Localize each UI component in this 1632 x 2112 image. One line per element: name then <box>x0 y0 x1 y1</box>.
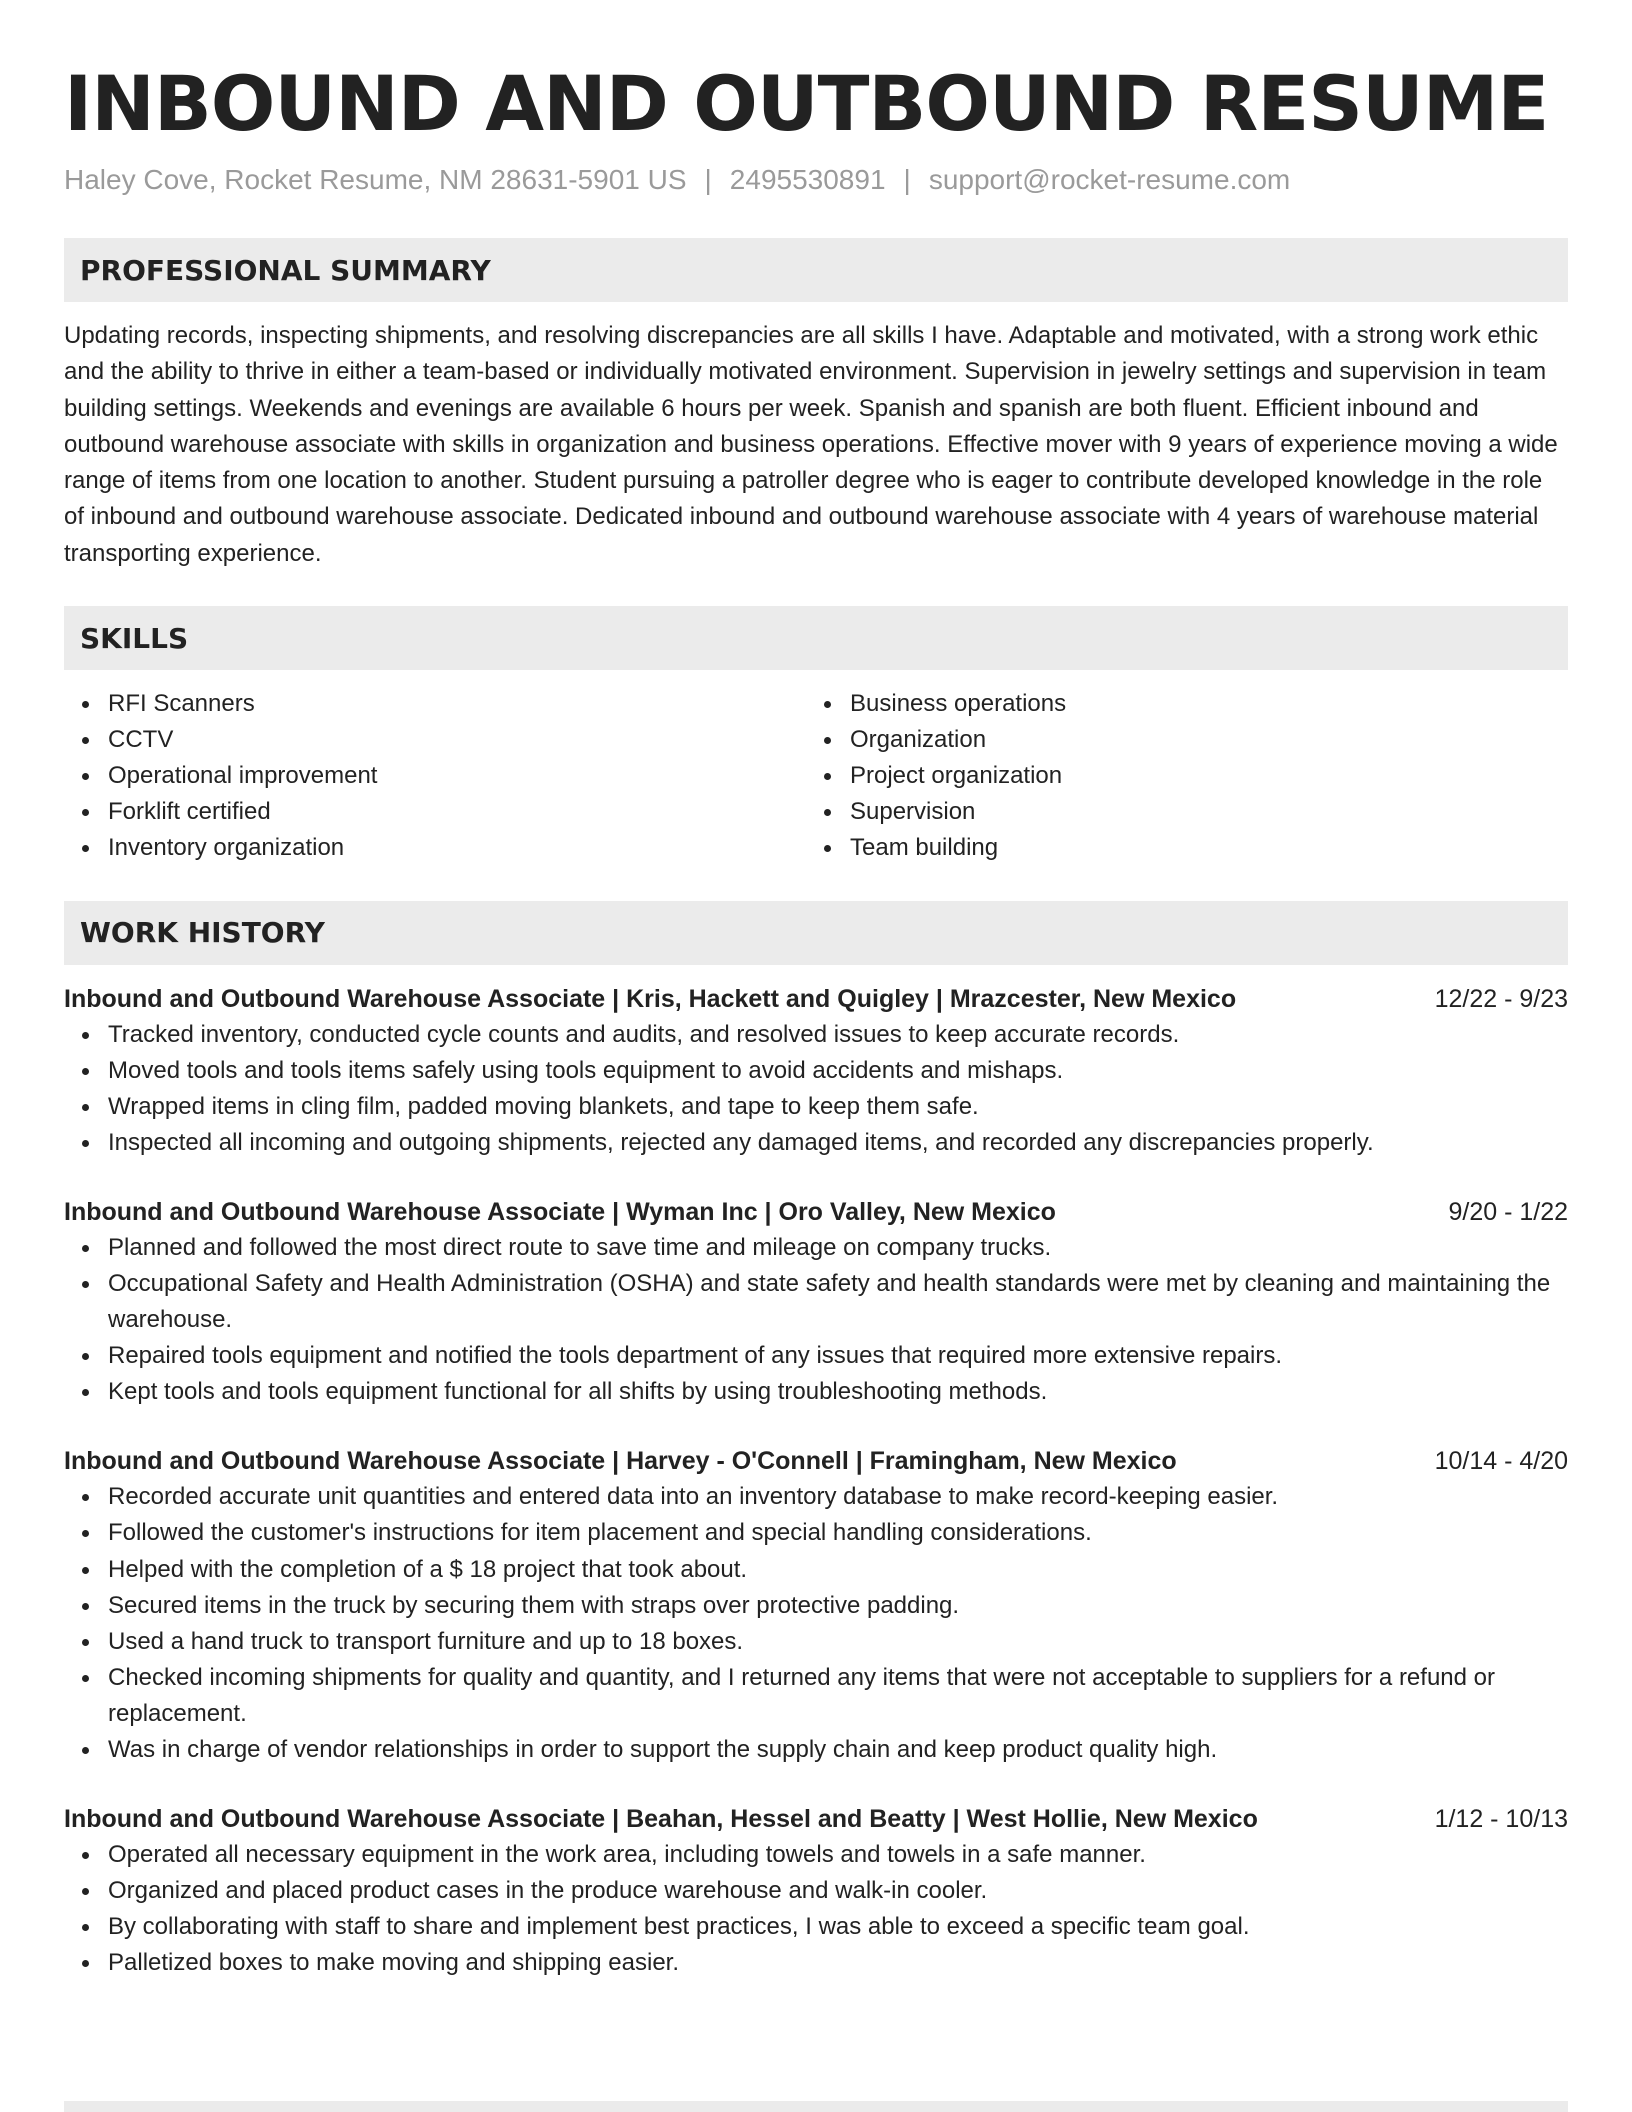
job-entry <box>64 1194 1568 1410</box>
job-bullet: Tracked inventory, conducted cycle counts and audits, and resolved issues to keep accurate records. <box>108 1017 1568 1053</box>
skill-item: Business operations <box>850 686 1548 722</box>
next-section-header-edge <box>64 2101 1568 2112</box>
job-bullets <box>64 1230 1568 1410</box>
job-bullet: Secured items in the truck by securing them with straps over protective padding. <box>108 1588 1568 1624</box>
job-bullet: Followed the customer's instructions for item placement and special handling considerations. <box>108 1515 1568 1551</box>
skill-item: RFI Scanners <box>108 686 806 722</box>
job-title: Inbound and Outbound Warehouse Associate | Beahan, Hessel and Beatty | West Hollie, New Mexico <box>64 1805 1258 1834</box>
job-bullet: Repaired tools equipment and notified the tools department of any issues that required more extensive repairs. <box>108 1338 1568 1374</box>
skill-item: Organization <box>850 722 1548 758</box>
job-bullets <box>64 1479 1568 1768</box>
contact-separator: | <box>704 164 712 195</box>
skills-column-left <box>64 686 806 866</box>
job-header <box>64 1443 1568 1479</box>
job-title: Inbound and Outbound Warehouse Associate | Wyman Inc | Oro Valley, New Mexico <box>64 1197 1056 1226</box>
job-bullet: Operated all necessary equipment in the work area, including towels and towels in a safe manner. <box>108 1837 1568 1873</box>
job-bullet: Checked incoming shipments for quality and quantity, and I returned any items that were not acceptable to suppliers for a refund or replacement. <box>108 1660 1568 1732</box>
skill-item: Forklift certified <box>108 794 806 830</box>
job-bullet: By collaborating with staff to share and implement best practices, I was able to exceed a specific team goal. <box>108 1909 1568 1945</box>
job-header <box>64 1801 1568 1837</box>
skill-item: Project organization <box>850 758 1548 794</box>
job-dates: 1/12 - 10/13 <box>1434 1805 1568 1834</box>
job-bullet: Inspected all incoming and outgoing shipments, rejected any damaged items, and recorded any discrepancies properly. <box>108 1125 1568 1161</box>
job-dates: 10/14 - 4/20 <box>1434 1447 1568 1476</box>
job-title: Inbound and Outbound Warehouse Associate | Kris, Hackett and Quigley | Mrazcester, New Mexico <box>64 984 1237 1013</box>
skills-section-header: SKILLS <box>64 606 1568 670</box>
contact-address: Haley Cove, Rocket Resume, NM 28631-5901 US <box>64 164 687 195</box>
contact-email: support@rocket-resume.com <box>928 164 1291 195</box>
resume-title: INBOUND AND OUTBOUND RESUME <box>64 59 1549 148</box>
job-bullet: Moved tools and tools items safely using tools equipment to avoid accidents and mishaps. <box>108 1053 1568 1089</box>
job-dates: 9/20 - 1/22 <box>1448 1197 1568 1226</box>
skill-item: Operational improvement <box>108 758 806 794</box>
resume-page <box>64 56 1568 1982</box>
job-bullet: Recorded accurate unit quantities and entered data into an inventory database to make record-keeping easier. <box>108 1479 1568 1515</box>
job-bullet: Planned and followed the most direct route to save time and mileage on company trucks. <box>108 1230 1568 1266</box>
job-header <box>64 1194 1568 1230</box>
contact-phone: 2495530891 <box>729 164 886 195</box>
job-bullet: Helped with the completion of a $ 18 project that took about. <box>108 1552 1568 1588</box>
job-title: Inbound and Outbound Warehouse Associate | Harvey - O'Connell | Framingham, New Mexico <box>64 1447 1177 1476</box>
job-entry <box>64 981 1568 1161</box>
skill-item: Supervision <box>850 794 1548 830</box>
skill-item: Team building <box>850 830 1548 866</box>
job-bullet: Used a hand truck to transport furniture and up to 18 boxes. <box>108 1624 1568 1660</box>
summary-section-header: PROFESSIONAL SUMMARY <box>64 238 1568 302</box>
summary-text: Updating records, inspecting shipments, and resolving discrepancies are all skills I have. Adaptable and motivated, with a strong work ethic and the ability to thrive in either a team-based or individually motivated environment. Supervision in jewelry settings and supervision in team building settings. Weekends and evenings are available 6 hours per week. Spanish and spanish are both fluent. Efficient inbound and outbound warehouse associate with skills in organization and business operations. Effective mover with 9 years of experience moving a wide range of items from one location to another. Student pursuing a patroller degree who is eager to contribute developed knowledge in the role of inbound and outbound warehouse associate. Dedicated inbound and outbound warehouse associate with 4 years of warehouse material transporting experience. <box>64 322 1558 567</box>
skill-item: CCTV <box>108 722 806 758</box>
job-dates: 12/22 - 9/23 <box>1434 984 1568 1013</box>
job-bullet: Occupational Safety and Health Administration (OSHA) and state safety and health standards were met by cleaning and maintaining the warehouse. <box>108 1266 1568 1338</box>
job-header <box>64 981 1568 1017</box>
contact-separator: | <box>903 164 911 195</box>
job-bullets <box>64 1017 1568 1161</box>
job-entry <box>64 1801 1568 1981</box>
job-bullet: Was in charge of vendor relationships in order to support the supply chain and keep product quality high. <box>108 1732 1568 1768</box>
job-bullet: Palletized boxes to make moving and shipping easier. <box>108 1945 1568 1981</box>
contact-line <box>64 162 1568 198</box>
skills-list <box>64 686 1568 866</box>
job-entry <box>64 1443 1568 1768</box>
work-history-section-header: WORK HISTORY <box>64 901 1568 965</box>
job-bullet: Wrapped items in cling film, padded moving blankets, and tape to keep them safe. <box>108 1089 1568 1125</box>
job-bullet: Organized and placed product cases in the produce warehouse and walk-in cooler. <box>108 1873 1568 1909</box>
skills-column-right <box>806 686 1548 866</box>
skill-item: Inventory organization <box>108 830 806 866</box>
job-bullet: Kept tools and tools equipment functional for all shifts by using troubleshooting methods. <box>108 1374 1568 1410</box>
job-bullets <box>64 1837 1568 1981</box>
